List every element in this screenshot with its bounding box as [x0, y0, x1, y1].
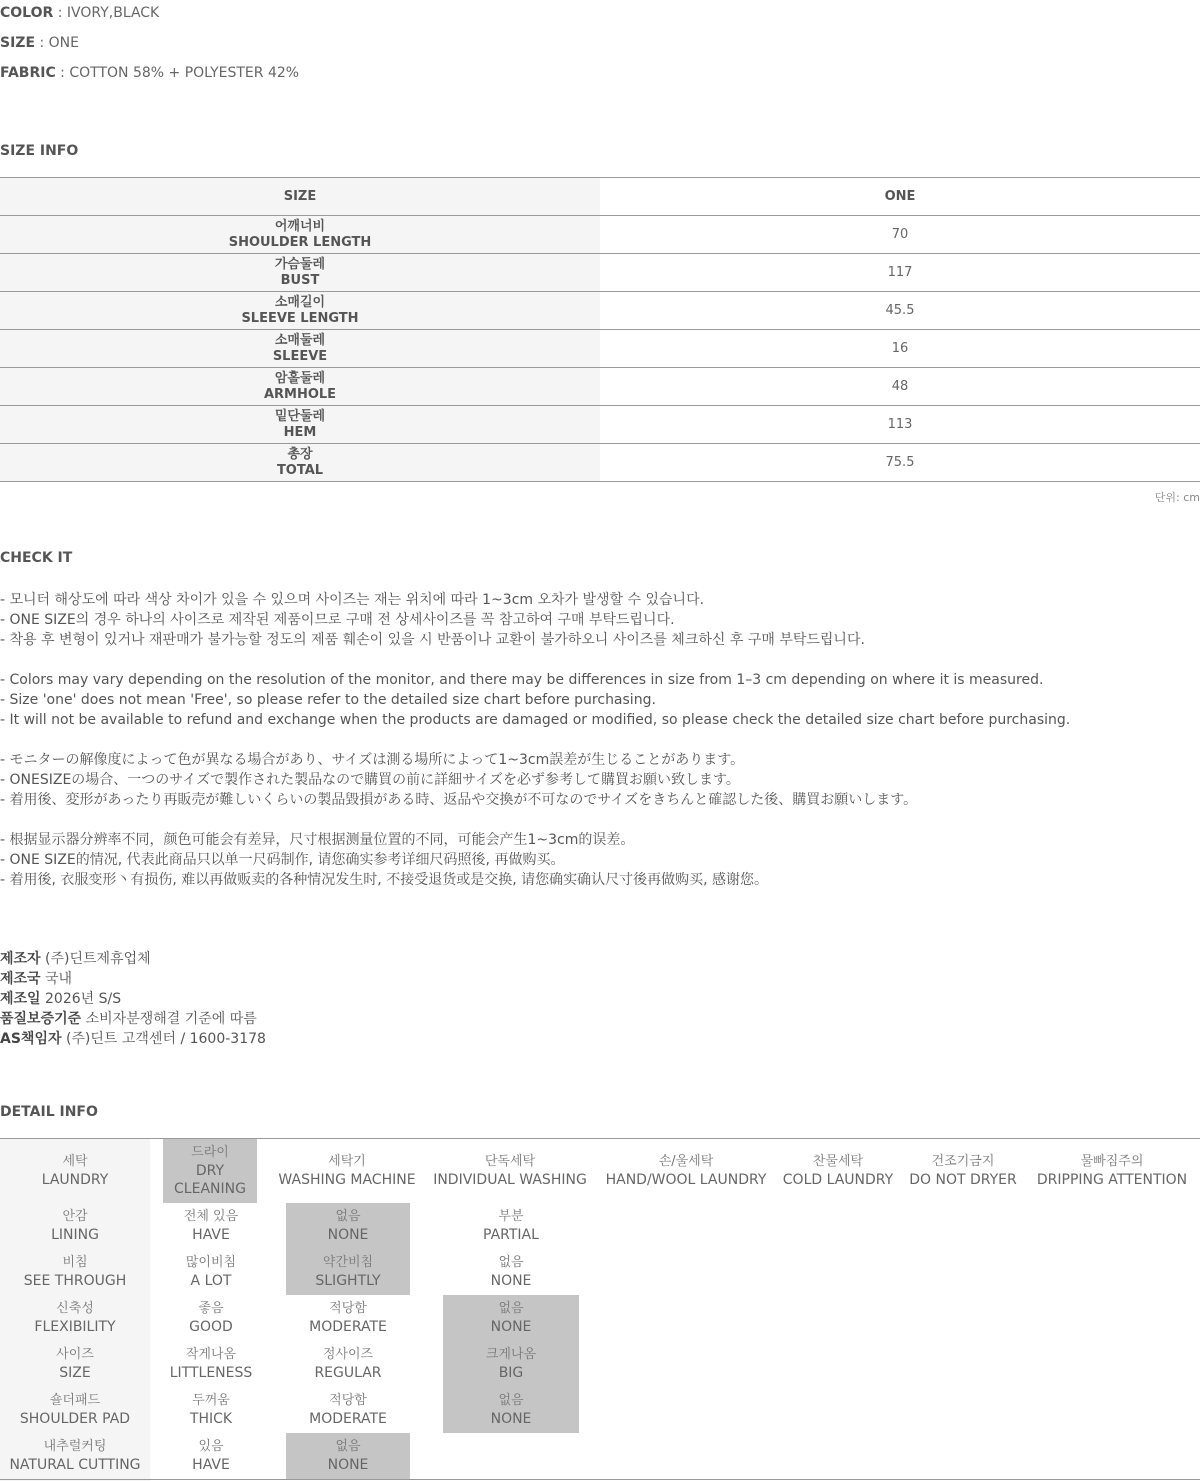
- size-unit-note: 단위: cm: [1154, 491, 1200, 504]
- size-row-value: 117: [887, 265, 913, 280]
- size-row-ko: 총장: [287, 446, 313, 462]
- size-row-value: 45.5: [885, 303, 915, 318]
- note-line: - Colors may vary depending on the resolution of the monitor, and there may be differences in size from 1–3 cm depending on where it is measured.: [0, 672, 1044, 688]
- spec-color: [0, 3, 159, 23]
- size-table: [0, 177, 1200, 482]
- mfr-line: [0, 949, 266, 969]
- note-line: - モニターの解像度によって色が異なる場合があり、サイズは測る場所によって1~3cm誤差が生じることがあります。: [0, 752, 745, 768]
- detail-option-selected: 약간비침 SLIGHTLY: [286, 1249, 410, 1295]
- note-line: - 모니터 해상도에 따라 색상 차이가 있을 수 있으며 사이즈는 재는 위치에 따라 1~3cm 오차가 발생할 수 있습니다.: [0, 592, 705, 608]
- mfr-line: [0, 969, 266, 989]
- detail-info-grid: [0, 1138, 1200, 1481]
- note-line: - 着用後, 衣服变形丶有损伤, 难以再做贩卖的各种情况发生时, 不接受退货或是交换, 请您确实确认尺寸後再做购买, 感谢您。: [0, 872, 769, 888]
- size-row: [0, 216, 1200, 254]
- spec-size-value: : ONE: [35, 35, 79, 51]
- size-row-ko: 어깨너비: [274, 218, 326, 234]
- size-row-en: SHOULDER LENGTH: [228, 234, 372, 250]
- laundry-option-cold: 찬물세탁 COLD LAUNDRY: [782, 1154, 894, 1188]
- size-row: [0, 444, 1200, 482]
- mfr-value: 2026년 S/S: [40, 991, 122, 1007]
- detail-label-see-through: 비침 SEE THROUGH: [23, 1255, 127, 1289]
- size-row-value: 48: [891, 379, 909, 394]
- detail-label-lining: 안감 LINING: [51, 1209, 99, 1243]
- laundry-option-no-dryer: 건조기금지 DO NOT DRYER: [909, 1154, 1017, 1188]
- size-row: [0, 368, 1200, 406]
- size-table-header: [0, 178, 1200, 216]
- size-row-value: 70: [891, 227, 909, 242]
- note-line: - Size 'one' does not mean 'Free', so please refer to the detailed size chart before purchasing.: [0, 692, 656, 708]
- detail-option: 두꺼움 THICK: [189, 1393, 233, 1427]
- mfr-label: 제조국: [0, 971, 41, 987]
- spec-size-label: SIZE: [0, 35, 36, 51]
- laundry-option-dripping: 물빠짐주의 DRIPPING ATTENTION: [1036, 1154, 1188, 1188]
- size-row-ko: 가슴둘레: [274, 256, 326, 272]
- size-row-ko: 밑단둘레: [274, 408, 326, 424]
- detail-option: 적당함 MODERATE: [309, 1393, 387, 1427]
- detail-option-selected: 없음 NONE: [286, 1203, 410, 1249]
- size-row-value: 113: [887, 417, 913, 432]
- detail-info-title: DETAIL INFO: [0, 1104, 98, 1120]
- detail-option-selected: 없음 NONE: [443, 1387, 579, 1433]
- spec-color-label: COLOR: [0, 5, 54, 21]
- mfr-label: AS책임자: [0, 1031, 62, 1047]
- spec-fabric: [0, 63, 299, 83]
- manufacturer-info: [0, 949, 266, 1049]
- detail-option: 작게나옴 LITTLENESS: [169, 1347, 253, 1381]
- detail-option: 있음 HAVE: [192, 1439, 230, 1473]
- mfr-line: [0, 1029, 266, 1049]
- laundry-option-washing-machine: 세탁기 WASHING MACHINE: [278, 1154, 416, 1188]
- size-header-value: ONE: [884, 189, 916, 204]
- detail-option: 많이비침 A LOT: [185, 1255, 237, 1289]
- size-row: [0, 330, 1200, 368]
- size-row-en: BUST: [280, 272, 320, 288]
- size-row-value: 75.5: [885, 455, 915, 470]
- detail-label-size: 사이즈 SIZE: [56, 1347, 94, 1381]
- size-row-en: HEM: [283, 424, 317, 440]
- size-row-ko: 소매둘레: [274, 332, 326, 348]
- mfr-value: 소비자분쟁해결 기준에 따름: [81, 1011, 257, 1027]
- spec-color-value: : IVORY,BLACK: [53, 5, 160, 21]
- size-row-en: ARMHOLE: [263, 386, 337, 402]
- check-it-title: CHECK IT: [0, 550, 73, 566]
- size-header-label: SIZE: [0, 178, 600, 215]
- size-row: [0, 254, 1200, 292]
- size-row-ko: 암홀둘레: [274, 370, 326, 386]
- size-row-en: TOTAL: [276, 462, 324, 478]
- check-it-notes: [0, 590, 1200, 890]
- mfr-line: [0, 989, 266, 1009]
- note-line: - ONE SIZE의 경우 하나의 사이즈로 제작된 제품이므로 구매 전 상세사이즈를 꼭 참고하여 구매 부탁드립니다.: [0, 612, 675, 628]
- spec-fabric-value: : COTTON 58% + POLYESTER 42%: [55, 65, 300, 81]
- detail-option-selected: 없음 NONE: [286, 1433, 410, 1479]
- mfr-label: 제조자: [0, 951, 41, 967]
- note-line: - ONE SIZE的情况, 代表此商品只以单一尺码制作, 请您确实参考详细尺码照後, 再做购买。: [0, 852, 565, 868]
- size-info-title: SIZE INFO: [0, 143, 79, 159]
- size-row-ko: 소매길이: [274, 294, 326, 310]
- detail-option-selected: 없음 NONE: [443, 1295, 579, 1341]
- detail-label-shoulder-pad: 숄더패드 SHOULDER PAD: [19, 1393, 131, 1427]
- detail-option: 부분 PARTIAL: [483, 1209, 539, 1243]
- detail-label-flexibility: 신축성 FLEXIBILITY: [34, 1301, 116, 1335]
- size-row: [0, 292, 1200, 330]
- mfr-line: [0, 1009, 266, 1029]
- detail-option: 정사이즈 REGULAR: [314, 1347, 382, 1381]
- detail-label-laundry: 세탁 LAUNDRY: [41, 1154, 109, 1188]
- size-row-value: 16: [891, 341, 909, 356]
- laundry-option-individual-washing: 단독세탁 INDIVIDUAL WASHING: [433, 1154, 587, 1188]
- laundry-option-dry-cleaning: 드라이 DRY CLEANING: [163, 1139, 257, 1203]
- detail-option: 적당함 MODERATE: [309, 1301, 387, 1335]
- spec-fabric-label: FABRIC: [0, 65, 56, 81]
- mfr-label: 품질보증기준: [0, 1011, 82, 1027]
- mfr-value: (주)딘트제휴업체: [40, 951, 151, 967]
- size-row-en: SLEEVE: [272, 348, 328, 364]
- spec-size: [0, 33, 79, 53]
- note-line: - ONESIZEの場合、一つのサイズで製作された製品なので購買の前に詳細サイズを必ず参考して購買お願い致します。: [0, 772, 740, 788]
- note-line: - 착용 후 변형이 있거나 재판매가 불가능할 정도의 제품 훼손이 있을 시 반품이나 교환이 불가하오니 사이즈를 체크하신 후 구매 부탁드립니다.: [0, 632, 865, 648]
- note-line: - It will not be available to refund and exchange when the products are damaged or modified, so please check the detailed size chart before purchasing.: [0, 712, 1071, 728]
- mfr-label: 제조일: [0, 991, 41, 1007]
- note-line: - 根据显示器分辨率不同，颜色可能会有差异，尺寸根据测量位置的不同，可能会产生1~3cm的误差。: [0, 832, 635, 848]
- detail-option: 전체 있음 HAVE: [183, 1209, 239, 1243]
- laundry-option-hand-wool: 손/울세탁 HAND/WOOL LAUNDRY: [605, 1154, 767, 1188]
- mfr-value: 국내: [40, 971, 73, 987]
- detail-option: 없음 NONE: [490, 1255, 532, 1289]
- note-line: - 着用後、変形があったり再販売が難しいくらいの製品毀損がある時、返品や交換が不可なのでサイズをきちんと確認した後、購買お願いします。: [0, 792, 918, 808]
- mfr-value: (주)딘트 고객센터 / 1600-3178: [61, 1031, 266, 1047]
- detail-option: 좋음 GOOD: [189, 1301, 233, 1335]
- detail-option-selected: 크게나옴 BIG: [443, 1341, 579, 1387]
- size-row: [0, 406, 1200, 444]
- size-row-en: SLEEVE LENGTH: [241, 310, 359, 326]
- detail-label-natural-cutting: 내추럴커팅 NATURAL CUTTING: [9, 1439, 141, 1473]
